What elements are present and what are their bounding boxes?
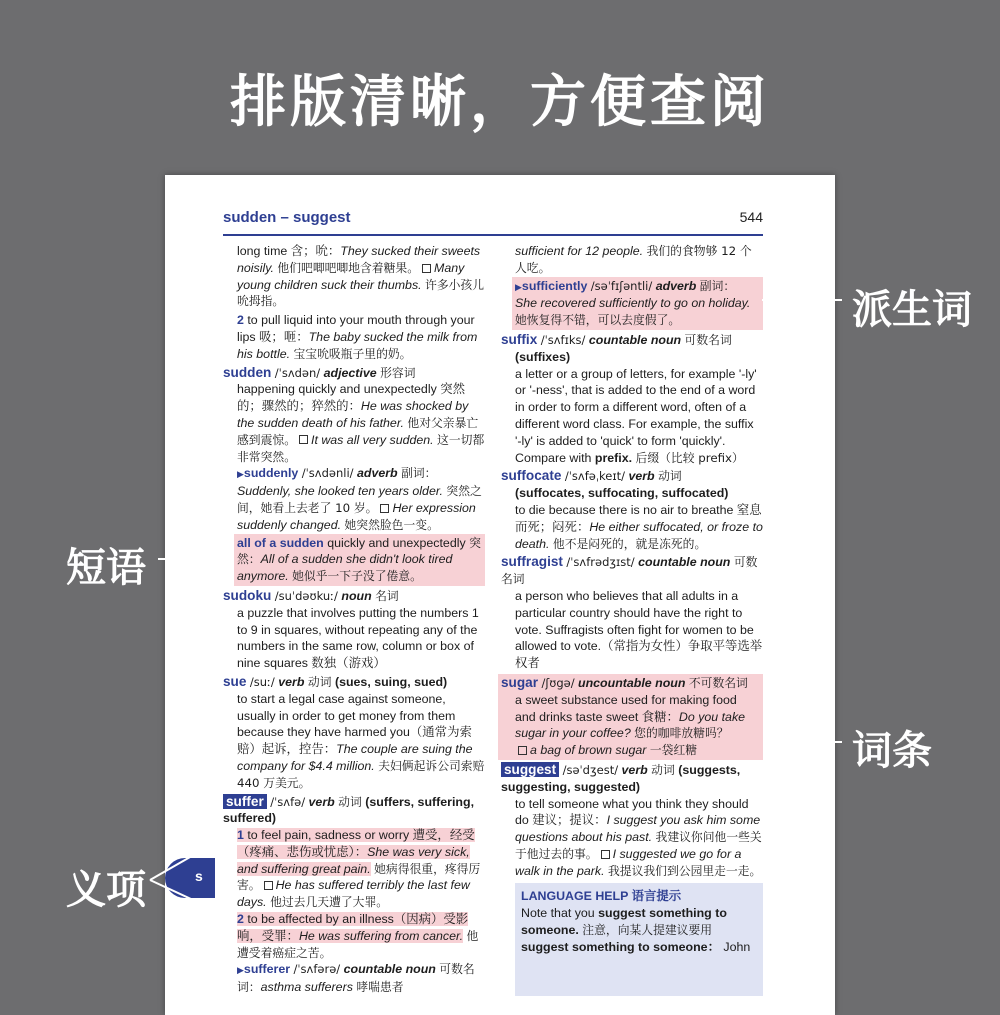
triangle-icon: ▶ bbox=[515, 281, 522, 292]
headword: suffragist bbox=[501, 554, 563, 570]
headword: suffer bbox=[223, 794, 267, 809]
sufficient-continuation: sufficient for 12 people. 我们的食物够 12 个人吃。 ▶sufficiently /səˈfɪʃəntli/ adverb 副词： She recovered sufficiently to go on holiday. 她恢复得不错，可以去度假了。 bbox=[501, 243, 763, 330]
entry-suffix: suffix /ˈsʌfɪks/ countable noun 可数名词 (suffixes) a letter or a group of letters, for example '-ly' or '-ness', that is added to the end of a word in order to form a different word, often of a different word class. For example, the suffix '-ly' is added to 'quick' to form 'quickly'. Compare with prefix. 后缀（比较 prefix） bbox=[501, 331, 757, 465]
headword: sugar bbox=[501, 674, 539, 690]
entry-suffragist: suffragist /ˈsʌfrədʒɪst/ countable noun 可数名词 a person who believes that all adults in a particular country should have the right to vote. Suffragists often fight for women to be allowed to vote.（常指为女性）争取平等选举权者 bbox=[501, 554, 763, 671]
triangle-icon: ▶ bbox=[237, 965, 244, 976]
derivative-sufficiently: ▶sufficiently /səˈfɪʃəntli/ adverb 副词： She recovered sufficiently to go on holiday. 她恢复得不错，可以去度假了。 bbox=[512, 277, 763, 330]
callout-line-sense-2 bbox=[150, 880, 232, 918]
phrase-all-of-a-sudden: all of a sudden quickly and unexpectedly 突然：All of a sudden she didn't look tired anymore. 她似乎一下子没了倦意。 bbox=[234, 534, 485, 586]
headword: suggest bbox=[501, 762, 559, 777]
entry-sugar: sugar /ʃʊgə/ uncountable noun 不可数名词 a sweet substance used for making food and drinks taste sweet 食糖：Do you take sugar in your coffee? 您的咖啡放糖吗？ a bag of brown sugar 一袋红糖 bbox=[498, 674, 763, 760]
callout-senses: 义项 bbox=[66, 867, 146, 913]
page-headline: 排版清晰，方便查阅 bbox=[230, 70, 770, 135]
headword: sue bbox=[223, 673, 247, 689]
entry-sudoku: sudoku /suˈdəʊkuː/ noun 名词 a puzzle that involves putting the numbers 1 to 9 in squares, without repeating any of the numbers in the same row, column or box of nine squares 数独（游戏） bbox=[223, 587, 479, 671]
sense-2: 2 to be affected by an illness（因病）受影响，受罪：He was suffering from cancer. 他遭受着癌症之苦。 bbox=[237, 912, 479, 960]
headword: suffix bbox=[501, 331, 538, 347]
headword: sudden bbox=[223, 364, 272, 380]
entry-sue: sue /suː/ verb 动词 (sues, suing, sued) to start a legal case against someone, usually in order to get money from them because they have harmed you（通常为索赔）起诉，控告：The couple are suing the company for $4.4 million. 夫妇俩起诉公司索赔 440 万美元。 bbox=[223, 673, 485, 790]
headword: suffocate bbox=[501, 468, 562, 484]
entry-suffocate: suffocate /ˈsʌfəˌkeɪt/ verb 动词 (suffocates, suffocating, suffocated) to die because there is no air to breathe 窒息而死；闷死：He either suffocated, or froze to death. 他不是闷死的，就是冻死的。 bbox=[501, 468, 763, 551]
suck-sense-2: 2 to pull liquid into your mouth through your lips 吸；咂：The baby sucked the milk from his bottle. 宝宝吮吸瓶子里的奶。 bbox=[237, 313, 478, 361]
callout-phrase: 短语 bbox=[66, 545, 146, 591]
entry-suffer: suffer /ˈsʌfə/ verb 动词 (suffers, suffering, suffered) 1 to feel pain, sadness or worry 遭受，经受（疼痛、悲伤或忧虑）：She was very sick, and suffering great pain. 她病得很重，疼得厉害。 He has suffered terribly the last few days. 他过去几天遭了大罪。 2 to be affected by an illness（因病）受影响，受罪：He was suffering from cancer. 他遭受着癌症之苦。 ▶sufferer /ˈsʌfərə/ countable noun 可数名词：asthma sufferers 哮喘患者 bbox=[223, 794, 485, 997]
callout-derivative: 派生词 bbox=[852, 287, 972, 333]
language-help-box: LANGUAGE HELP 语言提示 Note that you suggest something to someone. 注意，向某人提建议要用 suggest something to someone： John bbox=[515, 883, 763, 995]
language-help-title: LANGUAGE HELP 语言提示 bbox=[521, 889, 682, 904]
entry-suggest: suggest /səˈdʒest/ verb 动词 (suggests, suggesting, suggested) to tell someone what you think they should do 建议；提议：I suggest you ask him some questions about his past. 我建议你问他一些关于他过去的事。 I suggested we go for a walk in the park. 我提议我们到公园里走一走。 LANGUAGE HELP 语言提示 Note that you suggest something to someone. 注意，向某人提建议要用 suggest something to someone： John bbox=[501, 762, 763, 996]
callout-entry: 词条 bbox=[852, 728, 932, 774]
derivative-sufferer: ▶sufferer /ˈsʌfərə/ countable noun 可数名词：asthma sufferers 哮喘患者 bbox=[237, 962, 475, 995]
suck-continuation: long time 含；吮：They sucked their sweets noisily. 他们吧唧吧唧地含着糖果。 Many young children suck their thumbs. 许多小孩儿吮拇指。 bbox=[237, 244, 485, 309]
sense-1: 1 to feel pain, sadness or worry 遭受，经受（疼痛、悲伤或忧虑）：She was very sick, and suffering great pain. 她病得很重，疼得厉害。 He has suffered terribly the last few days. 他过去几天遭了大罪。 bbox=[237, 828, 481, 910]
triangle-icon: ▶ bbox=[237, 469, 244, 480]
derivative-suddenly: ▶suddenly /ˈsʌdənli/ adverb 副词： Suddenly, she looked ten years older. 突然之间，她看上去老了 10 岁。 Her expression suddenly changed. 她突然脸色一变。 bbox=[237, 466, 482, 532]
page-number: 544 bbox=[739, 209, 763, 225]
thumb-index-letter: s bbox=[195, 868, 203, 884]
entry-sudden: sudden /ˈsʌdən/ adjective 形容词 happening quickly and unexpectedly 突然的；骤然的；猝然的：He was shocked by the sudden death of his father. 他对父亲暴亡感到震惊。 It was all very sudden. 这一切都非常突然。 ▶suddenly /ˈsʌdənli/ adverb 副词： Suddenly, she looked ten years older. 突然之间，她看上去老了 10 岁。 Her expression suddenly changed. 她突然脸色一变。 all of a sudden quickly and unexpectedly 突然：All of a sudden she didn't look tired anymore. 她似乎一下子没了倦意。 bbox=[223, 365, 485, 586]
callout-line-sense-1 bbox=[150, 833, 232, 880]
headword: sudoku bbox=[223, 587, 272, 603]
running-head-title: sudden – suggest bbox=[223, 209, 351, 226]
